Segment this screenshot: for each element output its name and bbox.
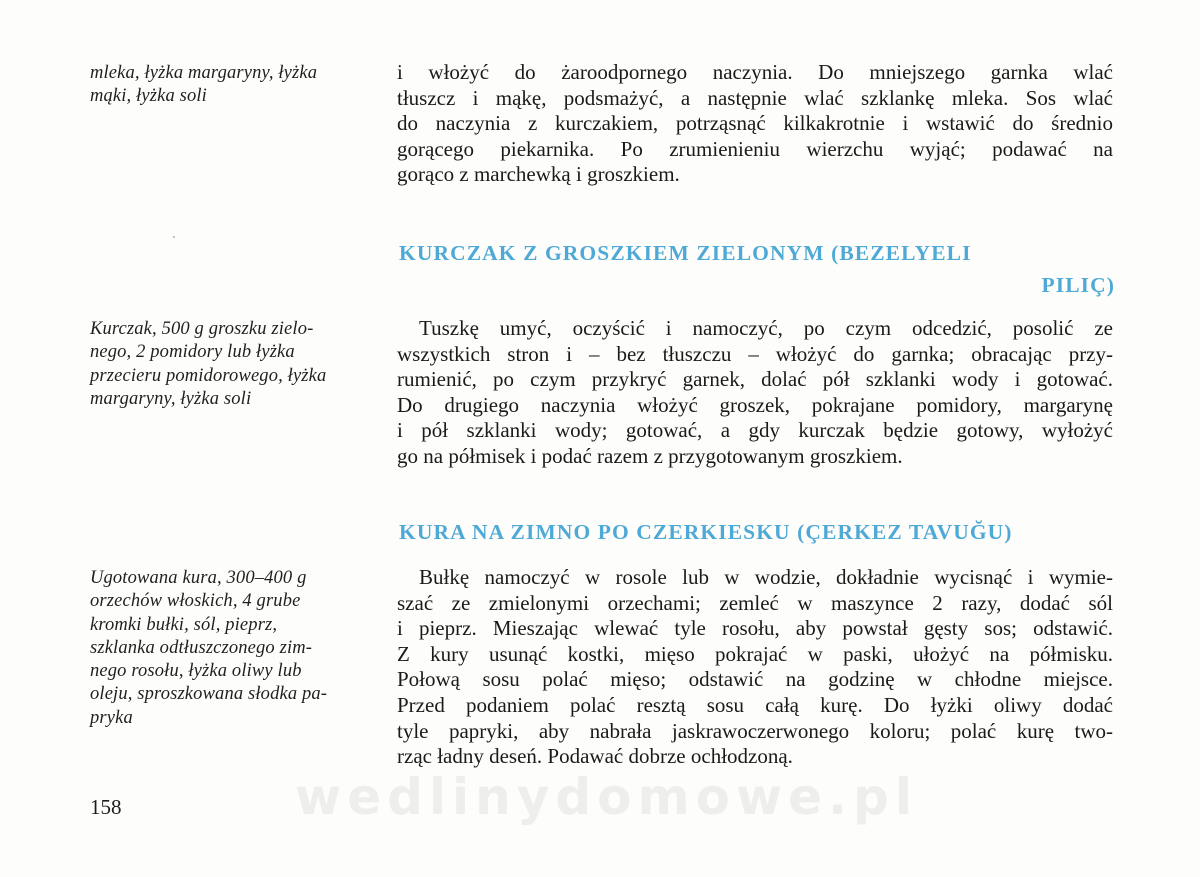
ingredients-line: nego, 2 pomidory lub łyżka <box>90 342 295 363</box>
paragraph-line: szać ze zmielonymi orzechami; zemleć w maszynce 2 razy, dodać sól <box>397 590 1113 615</box>
recipe-heading-line: KURA NA ZIMNO PO CZERKIESKU (ÇERKEZ TAVUĞU) <box>399 520 1013 544</box>
recipe-heading-line: PILIÇ) <box>1041 273 1115 297</box>
ingredients-line: pryka <box>90 707 133 728</box>
recipe-text-kura <box>397 565 1113 770</box>
ingredients-line: szklanka odtłuszczonego zim- <box>90 637 313 658</box>
paragraph-line: do naczynia z kurczakiem, potrząsnąć kilkakrotnie i wstawić do średnio <box>397 111 1113 136</box>
paragraph-line: rząc ładny deseń. Podawać dobrze ochłodzoną. <box>397 744 793 769</box>
paragraph-line: Tuszkę umyć, oczyścić i namoczyć, po czym odcedzić, posolić ze <box>419 316 1113 340</box>
recipe-text-kurczak <box>397 316 1113 470</box>
paragraph-line: tyle papryki, aby nabrała jaskrawoczerwonego koloru; polać kurę two- <box>397 718 1113 743</box>
ingredients-line: margaryny, łyżka soli <box>90 388 252 409</box>
paragraph-line: gorąco z marchewką i groszkiem. <box>397 162 680 187</box>
recipe-continuation-text <box>397 60 1113 188</box>
scan-speck <box>173 236 175 238</box>
ingredients-line: Ugotowana kura, 300–400 g <box>90 568 307 588</box>
ingredients-text: Kurczak, 500 g groszku zielo- <box>90 319 314 339</box>
recipe-heading-line: KURCZAK Z GROSZKIEM ZIELONYM (BEZELYELI <box>399 241 972 265</box>
paragraph-line: go na półmisek i podać razem z przygotowanym groszkiem. <box>397 443 903 468</box>
recipe-heading-kura-po-czerkiesku <box>399 516 1115 548</box>
paragraph-line: Połową sosu polać mięso; odstawić na godzinę w chłodne miejsce. <box>397 667 1113 692</box>
ingredients-list-kura <box>90 567 366 730</box>
paragraph-line: gorącego piekarnika. Po zrumienieniu wierzchu wyjąć; podawać na <box>397 136 1113 161</box>
ingredients-line: orzechów włoskich, 4 grube <box>90 591 301 612</box>
paragraph-line: rumienić, po czym przykryć garnek, dolać pół szklanki wody i gotować. <box>397 367 1113 392</box>
ingredients-line: mąki, łyżka soli <box>90 86 207 107</box>
ingredients-line: mleka, łyżka margaryny, łyżka <box>90 63 318 83</box>
ingredients-list-continued <box>90 62 366 109</box>
ingredients-list-kurczak <box>90 318 366 411</box>
ingredients-line <box>90 318 366 341</box>
paragraph-line: i włożyć do żaroodpornego naczynia. Do mniejszego garnka wlać <box>397 60 1113 84</box>
paragraph-line: Do drugiego naczynia włożyć groszek, pokrajane pomidory, margarynę <box>397 392 1113 417</box>
paragraph-line: Z kury usunąć kostki, mięso pokrajać w paski, ułożyć na półmisku. <box>397 641 1113 666</box>
ingredients-line: nego rosołu, łyżka oliwy lub <box>90 661 302 682</box>
paragraph-line: i pół szklanki wody; gotować, a gdy kurczak będzie gotowy, wyłożyć <box>397 418 1113 443</box>
recipe-heading-kurczak-z-groszkiem <box>399 237 1115 301</box>
paragraph-line: wszystkich stron i – bez tłuszczu – włożyć do garnka; obracając przy- <box>397 341 1113 366</box>
ingredients-line: oleju, sproszkowana słodka pa- <box>90 684 328 705</box>
page-number: 158 <box>90 795 122 819</box>
ingredients-line: przecieru pomidorowego, łyżka <box>90 365 327 386</box>
paragraph-line: i pieprz. Mieszając wlewać tyle rosołu, aby powstał gęsty sos; odstawić. <box>397 616 1113 641</box>
ingredients-line: kromki bułki, sól, pieprz, <box>90 614 278 635</box>
paragraph-line: tłuszcz i mąkę, podsmażyć, a następnie wlać szklankę mleka. Sos wlać <box>397 85 1113 110</box>
paragraph-line: Bułkę namoczyć w rosole lub w wodzie, dokładnie wycisnąć i wymie- <box>419 565 1113 589</box>
paragraph-line: Przed podaniem polać resztą sosu całą kurę. Do łyżki oliwy dodać <box>397 692 1113 717</box>
watermark: wedlinydomowe.pl <box>295 768 918 826</box>
